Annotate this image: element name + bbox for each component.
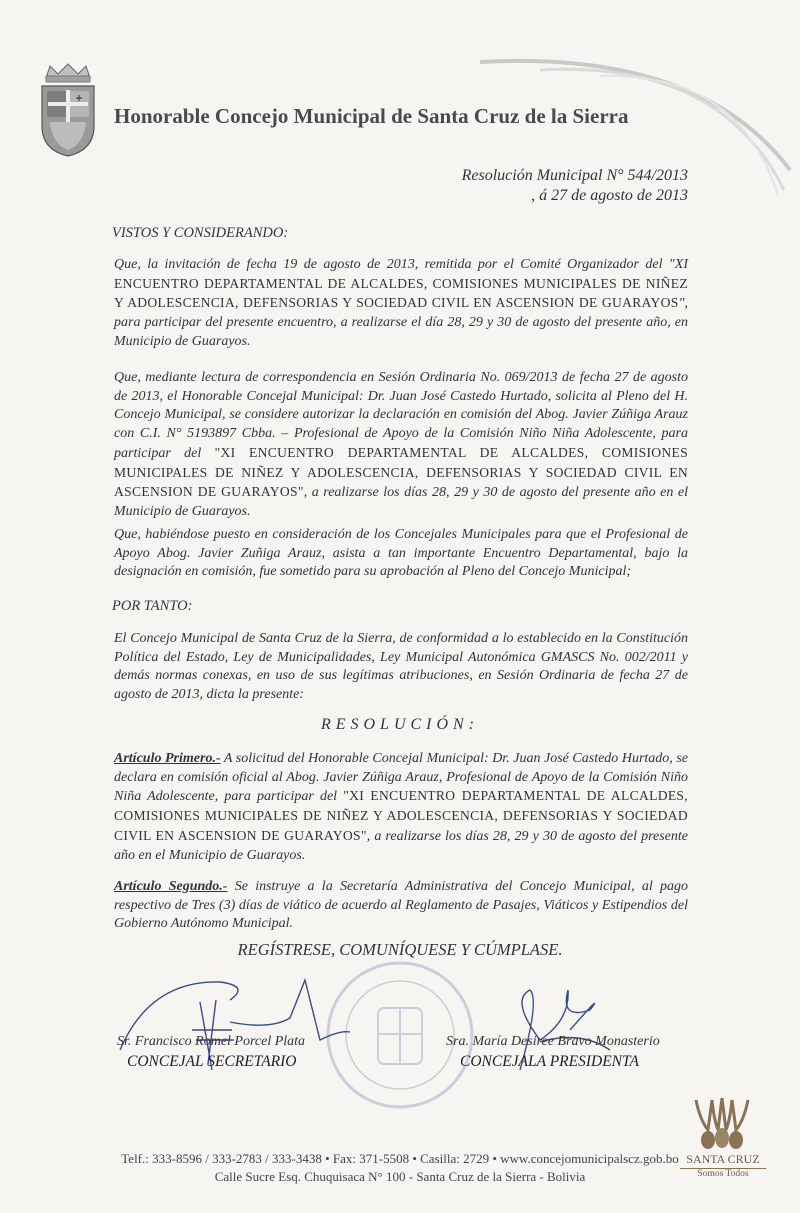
- paragraph-2: [114, 369, 688, 522]
- closing-formula: REGÍSTRESE, COMUNÍQUESE Y CÚMPLASE.: [237, 940, 563, 959]
- logo-title: SANTA CRUZ: [686, 1152, 760, 1166]
- por-tanto-heading: POR TANTO:: [112, 598, 193, 614]
- paragraph-4: El Concejo Municipal de Santa Cruz de la Sierra, de conformidad a lo establecido en la Constitución Política del Estado, Ley de Municipalidades, Ley Municipal Autonómica GMASCS No. 002/2011 y demás normas conexas, en uso de sus legítimas atribuciones, en Sesión Ordinaria de fecha 27 de agosto de 2013, dicta la presente:: [114, 631, 688, 703]
- paragraph-3: Que, habiéndose puesto en consideración de los Concejales Municipales para que el Profesional de Apoyo Abog. Javier Zuñiga Arauz, asista a tan importante Encuentro Departamental, bajo la designación en comisión, fue sometido para su aprobación al Pleno del Concejo Municipal;: [114, 527, 688, 580]
- right-signatory-role: CONCEJALA PRESIDENTA: [460, 1053, 639, 1070]
- article-first-intro: A solicitud del Honorable Concejal Municipal: Dr. Juan José Castedo Hurtado, se declara en comisión oficial al Abog. Javier Zúñiga Arauz, Profesional de Apoyo de la Comisión Niño Niña Adolescente, para participar del: [114, 751, 688, 805]
- paragraph-1: [114, 256, 688, 352]
- article-second-text: Se instruye a la Secretaría Administrativa del Concejo Municipal, al pago respectivo de Tres (3) días de viático de acuerdo al Reglamento de Pasajes, Viáticos y Estipendios del Gobierno Autónomo Municipal.: [114, 879, 688, 932]
- vistos-heading: VISTOS Y CONSIDERANDO:: [112, 225, 289, 241]
- article-second: [114, 878, 688, 934]
- paragraph-2-intro: Que, mediante lectura de correspondencia en Sesión Ordinaria No. 069/2013 de fecha 27 de agosto de 2013, el Honorable Concejal Municipal: Dr. Juan José Castedo Hurtado, solicita al Pleno del H. Concejo Municipal, se considere autorizar la declaración en comisión del Abog. Javier Zúñiga Arauz con C.I. N° 5193897 Cbba. – Profesional de Apoyo de la Comisión Niño Niña Adolescente, para participar del: [114, 370, 688, 461]
- resolution-number: Resolución Municipal N° 544/2013: [461, 167, 688, 184]
- article-first-outro: , a realizarse los días 28, 29 y 30 de agosto del presente año en el Municipio de Guarayos.: [114, 828, 688, 863]
- right-signatory-name: Sra. María Desiree Bravo Monasterio: [446, 1034, 660, 1049]
- resolucion-heading: RESOLUCIÓN:: [320, 716, 480, 733]
- council-name: Honorable Concejo Municipal de Santa Cruz de la Sierra: [114, 104, 629, 128]
- left-signatory-name: Sr. Francisco Romel Porcel Plata: [117, 1034, 306, 1049]
- logo-tagline: Somos Todos: [680, 1168, 766, 1179]
- footer-contact: Telf.: 333-8596 / 333-2783 / 333-3438 • Fax: 371-5508 • Casilla: 2729 • www.concejomunicipalscz.gob.bo: [121, 1151, 679, 1166]
- paragraph-2-outro: , a realizarse los días 28, 29 y 30 de agosto del presente año en el Municipio de Guarayos.: [114, 485, 688, 519]
- paragraph-1-event-name: ENCUENTRO DEPARTAMENTAL DE ALCALDES, COMISIONES MUNICIPALES DE NIÑEZ Y ADOLESCENCIA, DEFENSORIAS Y SOCIEDAD CIVIL EN ASCENSION DE GUARAYOS: [114, 275, 688, 311]
- article-first-event-name: "XI ENCUENTRO DEPARTAMENTAL DE ALCALDES, COMISIONES MUNICIPALES DE NIÑEZ Y ADOLESCENCIA, DEFENSORIAS Y SOCIEDAD CIVIL EN ASCENSION DE GUARAYOS": [114, 788, 688, 843]
- resolution-header: [462, 166, 688, 206]
- article-first-label: Artículo Primero.-: [114, 751, 221, 766]
- paragraph-1-intro: Que, la invitación de fecha 19 de agosto de 2013, remitida por el Comité Organizador del "XI: [114, 257, 688, 272]
- paragraph-2-event-name: "XI ENCUENTRO DEPARTAMENTAL DE ALCALDES, COMISIONES MUNICIPALES DE NIÑEZ Y ADOLESCENCIA, DEFENSORIAS Y SOCIEDAD CIVIL EN ASCENSION DE GUARAYOS": [114, 444, 688, 500]
- article-first: [114, 750, 688, 865]
- resolution-date: , á 27 de agosto de 2013: [531, 187, 688, 204]
- paragraph-1-outro: ", para participar del presente encuentro, a realizarse el día 28, 29 y 30 de agosto del presente año, en Municipio de Guarayos.: [114, 296, 688, 349]
- footer-address: Calle Sucre Esq. Chuquisaca N° 100 - Santa Cruz de la Sierra - Bolivia: [214, 1169, 586, 1184]
- coat-of-arms-icon: [36, 62, 100, 158]
- left-signatory-role: CONCEJAL SECRETARIO: [127, 1053, 297, 1070]
- article-second-label: Artículo Segundo.-: [114, 879, 228, 894]
